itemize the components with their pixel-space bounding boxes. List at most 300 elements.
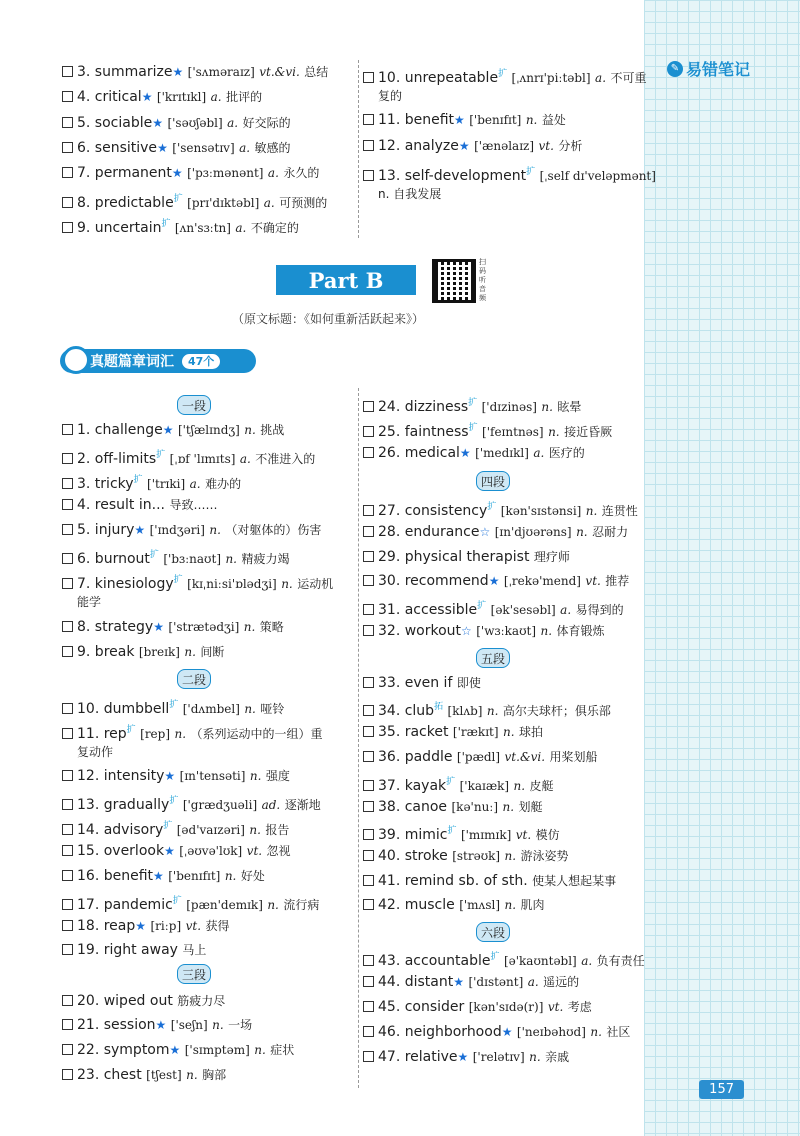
vocab-entry [62, 792, 321, 814]
vocab-entry [62, 215, 299, 237]
phonetic: ['sʌməraɪz] [187, 65, 255, 79]
vocab-entry [62, 471, 241, 493]
part-of-speech: n. [529, 1050, 541, 1064]
checkbox[interactable] [363, 780, 374, 791]
note-label [667, 57, 750, 80]
vocab-entry [62, 1066, 226, 1084]
part-of-speech: vt. [585, 574, 601, 588]
phonetic: [ˌəʊvə'lʊk] [179, 844, 243, 858]
checkbox[interactable] [62, 91, 73, 102]
phonetic: ['sensətɪv] [172, 141, 235, 155]
chinese-meaning: 总结 [304, 65, 329, 79]
part-of-speech: n. [184, 645, 196, 659]
part-of-speech: n. [224, 869, 237, 883]
checkbox[interactable] [363, 140, 374, 151]
part-of-speech: vt.&vi. [259, 65, 300, 79]
checkbox[interactable] [363, 726, 374, 737]
phonetic: [ʌn'sɜːtn] [174, 221, 231, 235]
vocab-entry [62, 521, 321, 539]
phonetic: ['medɪkl] [475, 446, 529, 460]
vocab-entry [363, 137, 582, 155]
phonetic: ['neɪbəhʊd] [516, 1025, 586, 1039]
star-icon: ★ [169, 1043, 181, 1057]
checkbox[interactable] [363, 447, 374, 458]
part-of-speech: a. [581, 954, 593, 968]
checkbox[interactable] [363, 114, 374, 125]
search-icon [62, 346, 90, 374]
vocab-word: 9. break [77, 644, 135, 660]
checkbox[interactable] [363, 401, 374, 412]
extension-mark: 扩 [172, 896, 182, 906]
phonetic: [ɪn'djʊərəns] [494, 525, 572, 539]
meaning-continuation: 复动作 [77, 745, 114, 759]
vocab-word: 40. stroke [378, 848, 448, 864]
checkbox[interactable] [363, 955, 374, 966]
vocab-entry [363, 111, 566, 129]
extension-mark: 拓 [434, 702, 444, 712]
checkbox[interactable] [363, 1051, 374, 1062]
phonetic: [rep] [140, 727, 171, 741]
checkbox[interactable] [62, 770, 73, 781]
checkbox[interactable] [62, 799, 73, 810]
vocab-word: 8. predictable [77, 195, 174, 211]
chinese-meaning: 筋疲力尽 [177, 994, 226, 1008]
phonetic: [ɪn'tensəti] [179, 769, 246, 783]
vocab-word: 23. chest [77, 1067, 142, 1083]
phonetic: ['strætədʒi] [168, 620, 240, 634]
chinese-meaning: 社区 [606, 1025, 631, 1039]
chinese-meaning: 精疲力竭 [241, 552, 290, 566]
extension-mark: 扩 [133, 475, 143, 485]
vocab-word: 33. even if [378, 675, 453, 691]
checkbox[interactable] [363, 705, 374, 716]
star-icon: ★ [459, 446, 471, 460]
phonetic: [ˌrekə'mend] [503, 574, 581, 588]
chinese-meaning: 运动机 [297, 577, 334, 591]
vocab-word: 47. relative [378, 1049, 458, 1065]
vocab-word: 10. unrepeatable [378, 70, 499, 86]
vocab-word: 7. permanent [77, 165, 172, 181]
phonetic: ['səʊʃəbl] [167, 116, 223, 130]
vocab-entry [62, 917, 229, 935]
column-divider-bottom [358, 388, 359, 1088]
star-icon: ★ [457, 1050, 469, 1064]
checkbox[interactable] [62, 1019, 73, 1030]
checkbox[interactable] [62, 197, 73, 208]
phonetic: ['pɜːmənənt] [187, 166, 264, 180]
extension-mark: 扩 [126, 725, 136, 735]
phonetic: ['bɜːnaʊt] [163, 552, 221, 566]
vocab-entry [363, 394, 581, 416]
checkbox[interactable] [62, 870, 73, 881]
chinese-meaning: 好处 [240, 869, 265, 883]
chinese-meaning: 批评的 [226, 90, 263, 104]
checkbox[interactable] [363, 976, 374, 987]
star-icon: ★ [157, 141, 168, 155]
vocab-entry [363, 948, 645, 970]
star-icon: ★ [172, 65, 184, 79]
vocab-word: 43. accountable [378, 953, 491, 969]
vocab-word: 42. muscle [378, 897, 455, 913]
vocab-word: 16. benefit [77, 868, 154, 884]
part-of-speech: n. [502, 800, 515, 814]
vocab-entry [62, 817, 289, 839]
vocab-word: 15. overlook [77, 843, 165, 859]
checkbox[interactable] [363, 551, 374, 562]
vocab-entry [363, 419, 612, 441]
vocab-entry [363, 973, 579, 991]
chinese-meaning: 益处 [541, 113, 566, 127]
part-of-speech: a. [227, 116, 239, 130]
vocab-word: 13. gradually [77, 797, 170, 813]
phonetic: ['trɪki] [147, 477, 186, 491]
extension-mark: 扩 [490, 952, 500, 962]
vocab-entry [363, 674, 481, 692]
part-of-speech: n. [548, 425, 560, 439]
vocab-entry [363, 847, 569, 865]
vocab-entry [62, 88, 262, 106]
chinese-meaning: 胸部 [202, 1068, 227, 1082]
checkbox[interactable] [62, 1069, 73, 1080]
vocab-entry [363, 597, 624, 619]
phonetic: [ˌɒf 'lɪmɪts] [169, 452, 236, 466]
phonetic: [kən'sɪdə(r)] [468, 1000, 544, 1014]
part-of-speech: n. [249, 823, 261, 837]
phonetic: [breɪk] [138, 645, 180, 659]
vocab-entry [62, 139, 291, 157]
vocab-entry [62, 546, 289, 568]
part-of-speech: n. [244, 702, 256, 716]
phonetic: ['dʌmbel] [182, 702, 240, 716]
vocab-entry [363, 773, 554, 795]
phonetic: ['rækɪt] [452, 725, 499, 739]
checkbox[interactable] [62, 424, 73, 435]
part-of-speech: a. [210, 90, 222, 104]
checkbox[interactable] [62, 499, 73, 510]
chinese-meaning: 易得到的 [575, 603, 624, 617]
checkbox[interactable] [363, 170, 374, 181]
checkbox[interactable] [363, 526, 374, 537]
checkbox[interactable] [62, 167, 73, 178]
chinese-meaning: （系列运动中的一组）重 [190, 727, 323, 741]
part-of-speech: n. [209, 523, 221, 537]
part-of-speech: vt.&vi. [504, 750, 546, 764]
extension-mark: 扩 [498, 69, 508, 79]
checkbox[interactable] [363, 751, 374, 762]
checkbox[interactable] [62, 524, 73, 535]
extension-mark: 扩 [161, 219, 171, 229]
vocab-word: 36. paddle [378, 749, 453, 765]
phonetic: ['tʃælɪndʒ] [177, 423, 240, 437]
part-of-speech: vt. [246, 844, 263, 858]
part-of-speech: vt. [547, 1000, 564, 1014]
checkbox[interactable] [62, 117, 73, 128]
part-of-speech: n. [576, 525, 588, 539]
checkbox[interactable] [363, 505, 374, 516]
phonetic: ['feɪntnəs] [482, 425, 544, 439]
vocab-entry [363, 444, 585, 462]
part-of-speech: a. [527, 975, 539, 989]
extension-mark: 扩 [447, 826, 457, 836]
checkbox[interactable] [363, 625, 374, 636]
part-of-speech: n. [541, 400, 553, 414]
phonetic: ['dɪstənt] [468, 975, 524, 989]
vocab-word: 21. session [77, 1017, 156, 1033]
meaning-continuation: 复的 [378, 89, 403, 103]
vocab-word: 32. workout [378, 623, 462, 639]
vocab-entry [62, 842, 291, 860]
chinese-meaning: 分析 [558, 139, 583, 153]
checkbox[interactable] [62, 824, 73, 835]
vocab-word: 10. dumbbell [77, 701, 170, 717]
chinese-meaning: 不准进入的 [255, 452, 316, 466]
vocab-entry [62, 867, 265, 885]
vocab-entry [62, 721, 323, 743]
part-of-speech: a. [267, 166, 279, 180]
part-of-speech: n. [504, 849, 517, 863]
extension-mark: 扩 [156, 450, 166, 460]
vocab-word: 27. consistency [378, 503, 488, 519]
chinese-meaning: 划艇 [518, 800, 543, 814]
star-icon: ★ [141, 90, 153, 104]
part-of-speech: a. [263, 196, 275, 210]
page-number: 157 [699, 1080, 744, 1099]
chinese-meaning: 不确定的 [250, 221, 299, 235]
chinese-meaning: 游泳姿势 [520, 849, 569, 863]
chinese-meaning: 即使 [456, 676, 481, 690]
chinese-meaning: 亲戚 [545, 1050, 570, 1064]
vocab-word: 26. medical [378, 445, 460, 461]
checkbox[interactable] [363, 1026, 374, 1037]
vocab-entry [62, 190, 327, 212]
checkbox[interactable] [62, 703, 73, 714]
vocab-entry [62, 63, 328, 81]
part-of-speech: n. [585, 504, 598, 518]
vocab-word: 1. challenge [77, 422, 163, 438]
chinese-meaning: 哑铃 [260, 702, 285, 716]
vocab-word: 3. tricky [77, 476, 134, 492]
qr-label: 扫码听音频 [479, 258, 486, 302]
vocab-word: 6. burnout [77, 551, 150, 567]
vocab-word: 34. club [378, 703, 435, 719]
vocab-word: 22. symptom [77, 1042, 170, 1058]
vocab-entry [363, 163, 656, 185]
phonetic: ['ɪndʒəri] [149, 523, 205, 537]
pencil-icon: ✎ [667, 61, 683, 77]
chinese-meaning: 医疗的 [548, 446, 585, 460]
star-icon: ★ [134, 523, 146, 537]
star-icon: ★ [152, 116, 163, 130]
checkbox[interactable] [62, 478, 73, 489]
phonetic: ['seʃn] [170, 1018, 208, 1032]
checkbox[interactable] [363, 850, 374, 861]
phonetic: ['ænəlaɪz] [474, 139, 535, 153]
checkbox[interactable] [62, 578, 73, 589]
part-of-speech: a. [235, 221, 247, 235]
phonetic: ['krɪtɪkl] [156, 90, 207, 104]
chinese-meaning: 好交际的 [242, 116, 291, 130]
extension-mark: 扩 [173, 575, 183, 585]
checkbox[interactable] [62, 453, 73, 464]
star-icon: ★ [164, 844, 175, 858]
chinese-meaning: 难办的 [205, 477, 242, 491]
grid-margin [644, 0, 800, 1136]
vocab-entry [62, 421, 284, 439]
phonetic: ['mɪmɪk] [460, 828, 512, 842]
checkbox[interactable] [62, 66, 73, 77]
part-of-speech: n. [502, 725, 515, 739]
part-of-speech: n. [513, 779, 526, 793]
chinese-meaning: 使某人想起某事 [532, 874, 617, 888]
chinese-meaning: 模仿 [535, 828, 560, 842]
part-of-speech: vt. [185, 919, 202, 933]
chinese-meaning: 考虑 [567, 1000, 592, 1014]
chinese-meaning: 忍耐力 [592, 525, 629, 539]
vocab-word: 3. summarize [77, 64, 173, 80]
meaning-continuation: 能学 [77, 595, 102, 609]
vocab-entry [363, 822, 560, 844]
chinese-meaning: 不可重 [610, 71, 647, 85]
chinese-meaning: 忽视 [266, 844, 291, 858]
chinese-meaning: 皮艇 [529, 779, 554, 793]
vocab-word: 41. remind sb. of sth. [378, 873, 528, 889]
part-of-speech: a. [560, 603, 572, 617]
vocab-word: 24. dizziness [378, 399, 469, 415]
extension-mark: 扩 [169, 700, 179, 710]
vocab-entry [62, 643, 224, 661]
checkbox[interactable] [363, 875, 374, 886]
vocab-entry [363, 498, 638, 520]
qr-code[interactable] [432, 259, 476, 303]
checkbox[interactable] [363, 604, 374, 615]
vocab-entry [363, 698, 611, 720]
checkbox[interactable] [363, 677, 374, 688]
checkbox[interactable] [363, 72, 374, 83]
vocab-entry [363, 872, 616, 890]
vocab-entry [62, 571, 333, 593]
extension-mark: 扩 [163, 821, 173, 831]
checkbox[interactable] [62, 845, 73, 856]
vocab-entry [363, 748, 598, 766]
section-tag: 六段 [476, 922, 510, 942]
checkbox[interactable] [363, 899, 374, 910]
vocab-entry [363, 65, 646, 87]
chinese-meaning: 挑战 [260, 423, 285, 437]
star-icon: ★ [135, 919, 147, 933]
vocab-entry [62, 696, 284, 718]
chinese-meaning: 导致…… [169, 498, 218, 512]
part-of-speech: n. [486, 704, 499, 718]
phonetic: ['benɪfɪt] [168, 869, 221, 883]
checkbox[interactable] [363, 1001, 374, 1012]
star-icon: ★ [453, 975, 464, 989]
checkbox[interactable] [62, 646, 73, 657]
extension-mark: 扩 [477, 601, 487, 611]
checkbox[interactable] [62, 1044, 73, 1055]
chinese-meaning: 高尔夫球杆；俱乐部 [502, 704, 611, 718]
checkbox[interactable] [62, 995, 73, 1006]
checkbox[interactable] [363, 829, 374, 840]
chinese-meaning: 接近昏厥 [564, 425, 613, 439]
section-tag: 二段 [177, 669, 211, 689]
part-of-speech: a. [239, 141, 251, 155]
chinese-meaning: 一场 [228, 1018, 253, 1032]
vocab-word: 11. rep [77, 726, 127, 742]
checkbox[interactable] [62, 728, 73, 739]
phonetic: [riːp] [150, 919, 182, 933]
phonetic: [pæn'demɪk] [186, 898, 263, 912]
vocab-word: 45. consider [378, 999, 465, 1015]
star-icon: ★ [454, 113, 465, 127]
checkbox[interactable] [62, 142, 73, 153]
extension-mark: 扩 [468, 398, 478, 408]
checkbox[interactable] [62, 899, 73, 910]
vocab-word: 18. reap [77, 918, 136, 934]
chinese-meaning: 负有责任 [596, 954, 645, 968]
vocab-entry [363, 896, 544, 914]
star-icon: ★ [162, 423, 174, 437]
chinese-meaning: 推荐 [605, 574, 630, 588]
checkbox[interactable] [363, 801, 374, 812]
vocab-word: 17. pandemic [77, 897, 173, 913]
vocab-word: 29. physical therapist [378, 549, 530, 565]
vocab-entry [62, 892, 319, 914]
chinese-meaning: （对躯体的）伤害 [225, 523, 322, 537]
phonetic: [tʃest] [146, 1068, 182, 1082]
section-tag: 四段 [476, 471, 510, 491]
chinese-meaning: 体育锻炼 [556, 624, 605, 638]
checkbox[interactable] [62, 222, 73, 233]
vocab-word: 30. recommend [378, 573, 489, 589]
vocab-entry [363, 1048, 569, 1066]
phonetic: [əd'vaɪzəri] [176, 823, 245, 837]
chinese-meaning: 逐渐地 [284, 798, 321, 812]
checkbox[interactable] [62, 553, 73, 564]
phonetic: ['relətɪv] [472, 1050, 525, 1064]
section-tag: 三段 [177, 964, 211, 984]
part-b-subtitle: （原文标题：《如何重新活跃起来》） [232, 312, 425, 326]
part-of-speech: n. [212, 1018, 224, 1032]
checkbox[interactable] [62, 920, 73, 931]
phonetic: ['wɜːkaʊt] [476, 624, 537, 638]
vocab-word: 9. uncertain [77, 220, 162, 236]
checkbox[interactable] [62, 944, 73, 955]
vocab-word: 7. kinesiology [77, 576, 174, 592]
chinese-meaning: 遥远的 [543, 975, 580, 989]
vocab-word: 11. benefit [378, 112, 455, 128]
vocab-word: 14. advisory [77, 822, 164, 838]
vocab-word: 8. strategy [77, 619, 154, 635]
vocab-entry [62, 446, 315, 468]
extension-mark: 扩 [149, 550, 159, 560]
vocab-word: 28. endurance [378, 524, 480, 540]
vocab-entry [62, 992, 225, 1010]
phonetic: ['pædl] [456, 750, 501, 764]
checkbox[interactable] [62, 621, 73, 632]
checkbox[interactable] [363, 575, 374, 586]
chinese-meaning: 报告 [265, 823, 290, 837]
vocab-entry [62, 618, 284, 636]
star-icon: ★ [153, 869, 164, 883]
vocab-word: 46. neighborhood [378, 1024, 502, 1040]
part-of-speech: vt. [515, 828, 532, 842]
extension-mark: 扩 [526, 167, 536, 177]
extension-mark: 扩 [446, 777, 456, 787]
part-of-speech: n. [504, 898, 517, 912]
phonetic: [prɪ'dɪktəbl] [187, 196, 260, 210]
checkbox[interactable] [363, 426, 374, 437]
chinese-meaning: 永久的 [283, 166, 320, 180]
